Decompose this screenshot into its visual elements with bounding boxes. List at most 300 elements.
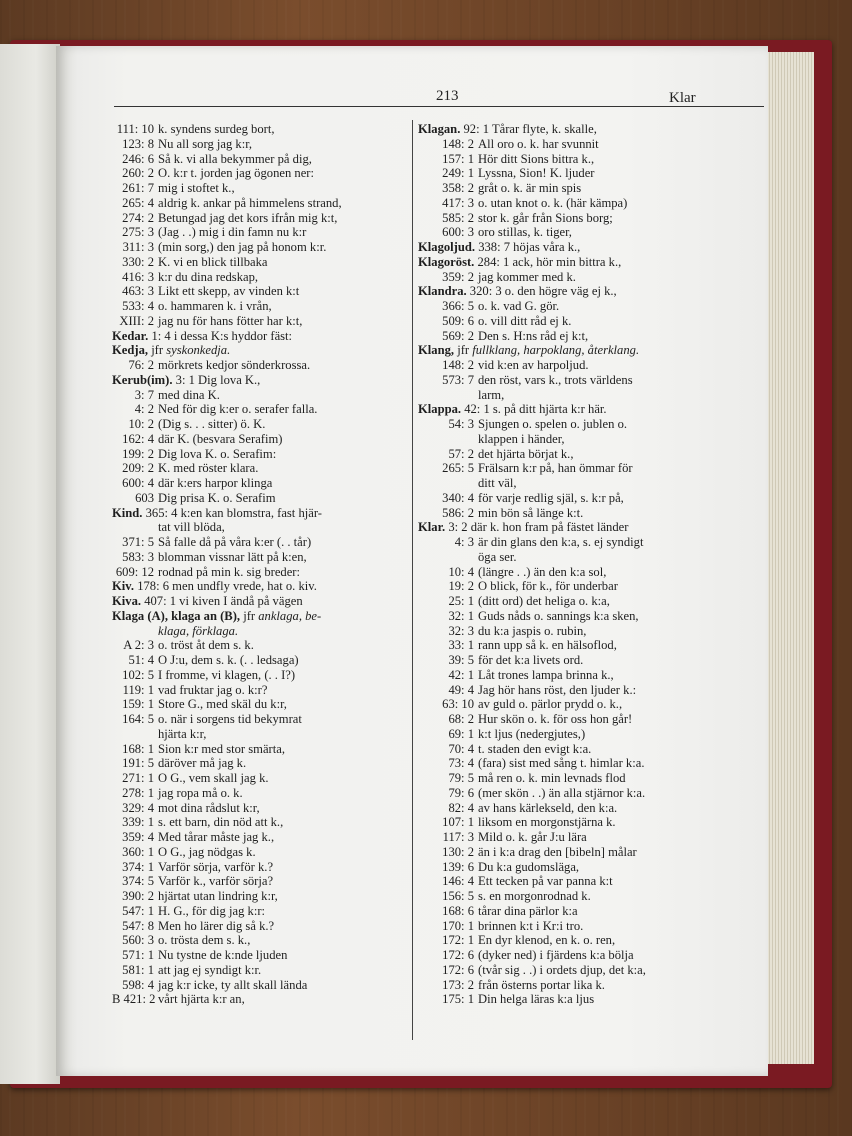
entry-text: jag nu för hans fötter har k:t, <box>158 313 303 328</box>
index-entry <box>112 860 404 875</box>
index-continuation-line <box>112 727 404 742</box>
hymn-reference: 49: 4 <box>448 682 474 697</box>
entry-text: jag ropa må o. k. <box>158 785 243 800</box>
entry-text: (mer skön . .) än alla stjärnor k:a. <box>478 785 646 800</box>
index-entry <box>418 225 708 240</box>
hymn-reference: 416: 3 <box>122 269 154 284</box>
entry-text: brinnen k:t i Kr:i tro. <box>478 918 584 933</box>
index-entry <box>418 904 708 919</box>
entry-text: 3: 1 Dig lova K., <box>175 372 261 387</box>
entry-text: o. när i sorgens tid bekymrat <box>158 712 302 726</box>
index-headword-line <box>418 402 708 417</box>
index-headword-line <box>112 579 404 594</box>
index-entry <box>418 874 708 889</box>
hymn-reference: 509: 6 <box>442 313 474 328</box>
index-entry <box>112 948 404 963</box>
index-entry <box>418 329 708 344</box>
index-entry <box>112 402 404 417</box>
entry-text: s. ett barn, din nöd att k., <box>158 815 284 830</box>
index-entry <box>418 860 708 875</box>
index-entry <box>112 933 404 948</box>
entry-text: tårar dina pärlor k:a <box>478 903 578 918</box>
hymn-reference: 39: 5 <box>448 653 474 667</box>
headword: Klagan. <box>418 122 461 136</box>
entry-text: O G., jag nödgas k. <box>158 844 256 859</box>
hymn-reference: 359: 4 <box>122 830 154 844</box>
left-column <box>112 122 404 1007</box>
index-entry <box>112 122 404 137</box>
entry-text: s. en morgonrodnad k. <box>478 889 591 903</box>
hymn-reference: XIII: 2 <box>119 313 154 328</box>
entry-text: (tvår sig . .) i ordets djup, det k:a, <box>478 962 646 977</box>
entry-text: där k:ers harpor klinga <box>158 476 273 490</box>
index-entry <box>112 417 404 432</box>
index-entry <box>418 830 708 845</box>
hymn-reference: 209: 2 <box>122 461 154 476</box>
index-entry <box>112 240 404 255</box>
index-entry <box>112 461 404 476</box>
index-entry <box>112 447 404 462</box>
hymn-reference: 571: 1 <box>122 948 154 962</box>
entry-text: öga ser. <box>478 549 517 564</box>
entry-text: k. syndens surdeg bort, <box>158 122 275 136</box>
entry-text: Jag hör hans röst, den ljuder k.: <box>478 682 637 697</box>
entry-text: Den s. H:ns råd ej k:t, <box>478 328 589 343</box>
entry-text: K. med röster klara. <box>158 461 259 476</box>
entry-text: Ned för dig k:er o. serafer falla. <box>158 402 318 417</box>
index-headword-line <box>418 255 708 270</box>
index-entry <box>418 786 708 801</box>
index-continuation-line <box>418 432 708 447</box>
hymn-reference: 359: 2 <box>442 269 474 284</box>
hymn-reference: 130: 2 <box>442 844 474 859</box>
entry-text: 320: 3 o. den högre väg ej k., <box>469 284 617 299</box>
entry-text: O J:u, dem s. k. (. . ledsaga) <box>158 653 299 667</box>
index-headword-line <box>112 373 404 388</box>
hymn-reference: 25: 1 <box>448 594 474 608</box>
entry-text: o. trösta dem s. k., <box>158 933 251 948</box>
index-entry <box>112 284 404 299</box>
index-entry <box>418 373 708 388</box>
hymn-reference: 42: 1 <box>448 667 474 682</box>
entry-text: att jag ej syndigt k:r. <box>158 962 262 977</box>
index-entry <box>112 314 404 329</box>
index-entry <box>418 270 708 285</box>
index-entry <box>418 727 708 742</box>
hymn-reference: 146: 4 <box>442 874 474 889</box>
entry-text: Du k:a gudomsläga, <box>478 859 580 874</box>
hymn-reference: 463: 3 <box>122 284 154 299</box>
hymn-reference: 3: 7 <box>134 387 154 402</box>
index-entry <box>418 506 708 521</box>
index-headword-line <box>418 122 708 137</box>
index-entry <box>112 697 404 712</box>
hymn-reference: 32: 3 <box>448 623 474 638</box>
entry-text: Sjungen o. spelen o. jublen o. <box>478 417 628 431</box>
cross-reference: syskonkedja. <box>166 343 231 358</box>
index-entry <box>112 255 404 270</box>
headword: Kerub(im). <box>112 372 173 387</box>
hymn-reference: 69: 1 <box>448 726 474 741</box>
headword: Kiv. <box>112 579 135 594</box>
cross-reference: anklaga, be- <box>258 608 322 623</box>
entry-text: tat vill blöda, <box>158 520 225 535</box>
headword: Klar. <box>418 520 446 535</box>
index-entry <box>418 845 708 860</box>
index-entry <box>112 742 404 757</box>
hymn-reference: 609: 12 <box>115 564 154 579</box>
hymn-reference: 603 <box>135 490 154 505</box>
index-continuation-line <box>112 624 404 639</box>
index-headword-line <box>418 343 708 358</box>
entry-text: Guds nåds o. sannings k:a sken, <box>478 608 639 623</box>
headword: Klagoröst. <box>418 254 475 269</box>
entry-text: hjärta k:r, <box>158 726 207 741</box>
hymn-reference: 148: 2 <box>442 136 474 151</box>
hymn-reference: 583: 3 <box>122 549 154 564</box>
cross-reference: klaga, förklaga. <box>158 623 239 638</box>
index-entry <box>418 815 708 830</box>
index-entry <box>418 948 708 963</box>
entry-text: rodnad på min k. sig breder: <box>158 564 300 579</box>
entry-text: t. staden den evigt k:a. <box>478 741 592 756</box>
index-entry <box>418 992 708 1007</box>
hymn-reference: 329: 4 <box>122 800 154 815</box>
index-entry <box>112 550 404 565</box>
entry-text: du k:a jaspis o. rubin, <box>478 623 587 638</box>
entry-text: mig i stoftet k., <box>158 181 235 195</box>
entry-text: den röst, vars k., trots världens <box>478 372 633 387</box>
index-entry <box>112 152 404 167</box>
page-number: 213 <box>436 88 459 104</box>
index-entry <box>112 388 404 403</box>
headword: Kiva. <box>112 594 142 608</box>
entry-text: jfr <box>151 343 167 358</box>
entry-text: rann upp så k. en hälsoflod, <box>478 638 617 653</box>
entry-text: aldrig k. ankar på himmelens strand, <box>158 195 342 210</box>
entry-text: Men ho lärer dig så k.? <box>158 918 275 933</box>
index-entry <box>112 771 404 786</box>
entry-text: blomman vissnar lätt på k:en, <box>158 549 307 564</box>
hymn-reference: 19: 2 <box>448 579 474 594</box>
hymn-reference: 547: 8 <box>122 918 154 933</box>
entry-text: (ditt ord) det heliga o. k:a, <box>478 594 610 608</box>
index-entry <box>112 196 404 211</box>
index-entry <box>112 712 404 727</box>
entry-text: Frälsarn k:r på, han ömmar för <box>478 461 633 476</box>
entry-text: o. vill ditt råd ej k. <box>478 313 572 328</box>
entry-text: jag kommer med k. <box>478 269 576 284</box>
hymn-reference: 51: 4 <box>128 653 154 667</box>
entry-text: o. utan knot o. k. (här kämpa) <box>478 195 628 210</box>
entry-text: hjärtat utan lindring k:r, <box>158 889 278 903</box>
index-entry <box>418 683 708 698</box>
hymn-reference: 172: 6 <box>442 962 474 977</box>
entry-text: Betungad jag det kors ifrån mig k:t, <box>158 210 338 225</box>
entry-text: Nu all sorg jag k:r, <box>158 136 253 151</box>
index-headword-line <box>112 594 404 609</box>
hymn-reference: 390: 2 <box>122 889 154 903</box>
hymn-reference: 79: 6 <box>448 785 474 800</box>
index-entry <box>112 815 404 830</box>
index-entry <box>418 565 708 580</box>
hymn-reference: 68: 2 <box>448 712 474 726</box>
hymn-reference: 175: 1 <box>442 992 474 1007</box>
entry-text: O G., vem skall jag k. <box>158 771 269 785</box>
hymn-reference: 168: 6 <box>442 903 474 918</box>
index-entry <box>418 624 708 639</box>
index-continuation-line <box>418 550 708 565</box>
entry-text: mot dina rådslut k:r, <box>158 800 260 815</box>
entry-text: Dig prisa K. o. Serafim <box>158 490 276 505</box>
hymn-reference: 33: 1 <box>448 638 474 653</box>
index-headword-line <box>112 329 404 344</box>
index-entry <box>418 697 708 712</box>
hymn-reference: 417: 3 <box>442 195 474 210</box>
entry-text: 178: 6 men undfly vrede, hat o. kiv. <box>137 579 317 594</box>
index-entry <box>112 225 404 240</box>
hymn-reference: 278: 1 <box>122 785 154 800</box>
entry-text: vid k:en av harpoljud. <box>478 358 589 372</box>
index-entry <box>112 801 404 816</box>
book-page <box>56 46 768 1076</box>
index-entry <box>418 742 708 757</box>
index-entry <box>112 889 404 904</box>
hymn-reference: 73: 4 <box>448 756 474 771</box>
index-entry <box>418 963 708 978</box>
entry-text: Sion k:r med stor smärta, <box>158 741 285 756</box>
index-entry <box>112 683 404 698</box>
entry-text: klappen i händer, <box>478 431 565 446</box>
entry-text: än i k:a drag den [bibeln] målar <box>478 844 637 859</box>
hymn-reference: 340: 4 <box>442 490 474 505</box>
hymn-reference: 371: 5 <box>122 535 154 549</box>
hymn-reference: 82: 4 <box>448 800 474 815</box>
index-entry <box>418 447 708 462</box>
index-headword-line <box>418 520 708 535</box>
hymn-reference: 569: 2 <box>442 328 474 343</box>
hymn-reference: 54: 3 <box>448 417 474 431</box>
index-continuation-line <box>418 388 708 403</box>
hymn-reference: 57: 2 <box>448 446 474 461</box>
hymn-reference: 600: 4 <box>122 476 154 490</box>
hymn-reference: 159: 1 <box>122 697 154 712</box>
entry-text: för det k:a livets ord. <box>478 653 584 667</box>
entry-text: Med tårar måste jag k., <box>158 830 275 844</box>
entry-text: Hur skön o. k. för oss hon går! <box>478 712 633 726</box>
entry-text: 338: 7 höjas våra k., <box>478 240 581 254</box>
index-entry <box>112 992 404 1007</box>
headword: Klandra. <box>418 284 467 299</box>
index-entry <box>418 756 708 771</box>
hymn-reference: 32: 1 <box>448 608 474 623</box>
entry-text: däröver må jag k. <box>158 756 247 771</box>
hymn-reference: 374: 1 <box>122 859 154 874</box>
hymn-reference: 10: 2 <box>128 417 154 431</box>
hymn-reference: 107: 1 <box>442 815 474 830</box>
entry-text: (min sorg,) den jag på honom k:r. <box>158 240 327 254</box>
entry-text: (Jag . .) mig i din famn nu k:r <box>158 225 307 240</box>
entry-text: Lyssna, Sion! K. ljuder <box>478 166 595 181</box>
entry-text: från österns portar lika k. <box>478 977 605 992</box>
index-entry <box>112 358 404 373</box>
entry-text: Varför k., varför sörja? <box>158 874 274 889</box>
hymn-reference: 173: 2 <box>442 977 474 992</box>
hymn-reference: 111: 10 <box>116 122 154 136</box>
hymn-reference: 311: 3 <box>122 240 154 254</box>
entry-text: 42: 1 s. på ditt hjärta k:r här. <box>464 402 607 417</box>
entry-text: Låt trones lampa brinna k., <box>478 667 614 682</box>
hymn-reference: 598: 4 <box>122 977 154 992</box>
left-page-edge <box>0 44 60 1084</box>
hymn-reference: 249: 1 <box>442 166 474 181</box>
entry-text: 92: 1 Tårar flyte, k. skalle, <box>463 122 597 136</box>
entry-text: k:t ljus (nedergjutes,) <box>478 726 586 741</box>
hymn-reference: 139: 6 <box>442 859 474 874</box>
hymn-reference: 547: 1 <box>122 903 154 918</box>
index-entry <box>112 668 404 683</box>
index-entry <box>418 978 708 993</box>
hymn-reference: 79: 5 <box>448 771 474 785</box>
index-headword-line <box>418 284 708 299</box>
hymn-reference: 76: 2 <box>128 358 154 372</box>
hymn-reference: A 2: 3 <box>123 638 154 653</box>
index-headword-line <box>112 506 404 521</box>
column-divider <box>412 120 413 1040</box>
index-entry <box>418 919 708 934</box>
entry-text: I fromme, vi klagen, (. . I?) <box>158 667 296 682</box>
entry-text: o. tröst åt dem s. k. <box>158 638 254 653</box>
index-entry <box>112 653 404 668</box>
hymn-reference: 157: 1 <box>442 151 474 166</box>
hymn-reference: 119: 1 <box>122 682 154 697</box>
entry-text: Store G., med skäl du k:r, <box>158 697 287 712</box>
entry-text: Mild o. k. går J:u lära <box>478 830 587 844</box>
entry-text: All oro o. k. har svunnit <box>478 136 599 151</box>
hymn-reference: 260: 2 <box>122 166 154 181</box>
entry-text: mörkrets kedjor sönderkrossa. <box>158 358 311 372</box>
index-continuation-line <box>418 476 708 491</box>
hymn-reference: 102: 5 <box>122 667 154 682</box>
hymn-reference: 271: 1 <box>122 771 154 785</box>
index-entry <box>112 299 404 314</box>
hymn-reference: 172: 6 <box>442 948 474 962</box>
entry-text: liksom en morgonstjärna k. <box>478 815 616 830</box>
index-entry <box>112 786 404 801</box>
entry-text: Dig lova K. o. Serafim: <box>158 446 277 461</box>
entry-text: 407: 1 vi kiven I ändå på vägen <box>144 594 303 608</box>
entry-text: 365: 4 k:en kan blomstra, fast hjär- <box>145 505 322 520</box>
index-entry <box>112 476 404 491</box>
entry-text: av guld o. pärlor prydd o. k., <box>478 697 623 712</box>
entry-text: K. vi en blick tillbaka <box>158 254 268 269</box>
index-entry <box>418 152 708 167</box>
hymn-reference: B 421: 2 <box>112 992 156 1007</box>
entry-text: där K. (besvara Serafim) <box>158 431 283 446</box>
entry-text: Nu tystne de k:nde ljuden <box>158 948 288 962</box>
hymn-reference: 4: 2 <box>134 402 154 417</box>
index-entry <box>418 211 708 226</box>
index-entry <box>418 889 708 904</box>
headword: Klappa. <box>418 402 462 417</box>
hymn-reference: 374: 5 <box>122 874 154 889</box>
entry-text: O. k:r t. jorden jag ögonen ner: <box>158 166 314 181</box>
entry-text: ditt väl, <box>478 476 517 490</box>
index-entry <box>418 771 708 786</box>
entry-text: O blick, för k., för underbar <box>478 579 618 594</box>
hymn-reference: 123: 8 <box>122 136 154 151</box>
index-headword-line <box>112 343 404 358</box>
entry-text: jag k:r icke, ty allt skall lända <box>158 977 308 992</box>
index-entry <box>112 919 404 934</box>
hymn-reference: 560: 3 <box>122 933 154 948</box>
index-entry <box>112 565 404 580</box>
entry-text: En dyr klenod, en k. o. ren, <box>478 933 616 948</box>
hymn-reference: 533: 4 <box>122 299 154 313</box>
entry-text: min bön så länge k:t. <box>478 505 584 520</box>
hymn-reference: 168: 1 <box>122 741 154 756</box>
index-entry <box>112 756 404 771</box>
entry-text: 284: 1 ack, hör min bittra k., <box>477 254 622 269</box>
hymn-reference: 70: 4 <box>448 741 474 756</box>
hymn-reference: 275: 3 <box>122 225 154 240</box>
index-entry <box>418 196 708 211</box>
index-entry <box>418 712 708 727</box>
entry-text: (längre . .) än den k:a sol, <box>478 564 607 579</box>
index-entry <box>418 417 708 432</box>
entry-text: jfr <box>457 343 473 358</box>
index-entry <box>112 830 404 845</box>
entry-text: må ren o. k. min levnads flod <box>478 771 626 785</box>
headword: Kedar. <box>112 328 149 343</box>
entry-text: Så k. vi alla bekymmer på dig, <box>158 151 312 166</box>
hymn-reference: 246: 6 <box>122 151 154 166</box>
cross-reference: fullklang, harpoklang, återklang. <box>472 343 640 358</box>
entry-text: vårt hjärta k:r an, <box>158 992 245 1007</box>
index-entry <box>112 904 404 919</box>
index-entry <box>112 211 404 226</box>
index-entry <box>418 933 708 948</box>
index-entry <box>418 579 708 594</box>
index-entry <box>112 845 404 860</box>
index-entry <box>418 609 708 624</box>
index-entry <box>112 491 404 506</box>
index-entry <box>112 137 404 152</box>
hymn-reference: 172: 1 <box>442 933 474 948</box>
hymn-reference: 162: 4 <box>122 431 154 446</box>
entry-text: med dina K. <box>158 387 220 402</box>
hymn-reference: 156: 5 <box>442 889 474 903</box>
index-entry <box>418 358 708 373</box>
hymn-reference: 191: 5 <box>122 756 154 771</box>
entry-text: stor k. går från Sions borg; <box>478 210 613 225</box>
header-rule <box>114 106 764 107</box>
headword: Klaga (A), klaga an (B), <box>112 608 241 623</box>
hymn-reference: 148: 2 <box>442 358 474 372</box>
hymn-reference: 10: 4 <box>448 564 474 579</box>
entry-text: vad fruktar jag o. k:r? <box>158 682 268 697</box>
entry-text: Din helga läras k:a ljus <box>478 992 595 1007</box>
entry-text: för varje redlig själ, s. k:r på, <box>478 490 624 505</box>
index-entry <box>418 314 708 329</box>
hymn-reference: 164: 5 <box>122 712 154 726</box>
entry-text: 3: 2 där k. hon fram på fästet länder <box>448 520 629 535</box>
headword: Klagoljud. <box>418 240 476 254</box>
entry-text: av hans kärlekseld, den k:a. <box>478 800 618 815</box>
index-headword-line <box>112 609 404 624</box>
hymn-reference: 581: 1 <box>122 962 154 977</box>
index-entry <box>112 432 404 447</box>
